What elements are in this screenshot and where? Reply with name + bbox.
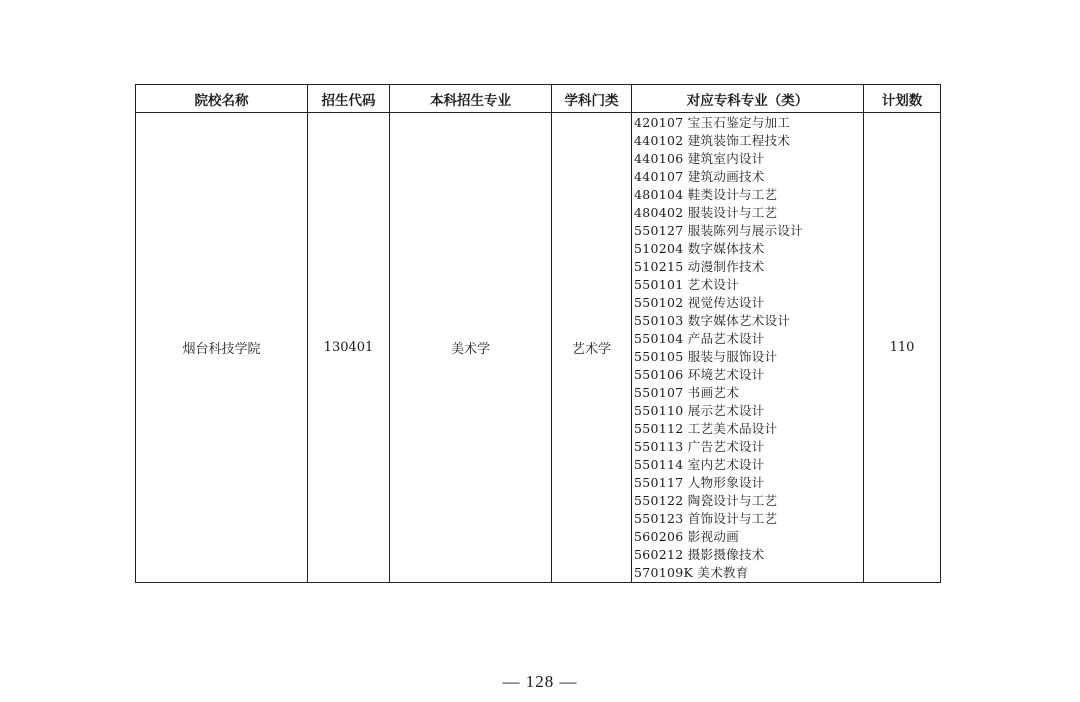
header-major: 本科招生专业	[390, 85, 552, 113]
cell-major: 美术学	[390, 113, 552, 583]
header-vocational-majors: 对应专科专业（类）	[632, 85, 864, 113]
header-code: 招生代码	[308, 85, 390, 113]
vocational-major-item: 550123 首饰设计与工艺	[634, 511, 778, 526]
cell-plan: 110	[864, 113, 941, 583]
vocational-major-item: 550103 数字媒体艺术设计	[634, 313, 791, 328]
vocational-major-item: 550107 书画艺术	[634, 385, 739, 400]
enrollment-table	[135, 84, 941, 583]
vocational-major-item: 570109K 美术教育	[634, 565, 749, 580]
vocational-major-item: 560212 摄影摄像技术	[634, 547, 765, 562]
vocational-major-item: 550113 广告艺术设计	[634, 439, 765, 454]
vocational-major-item: 510215 动漫制作技术	[634, 259, 765, 274]
vocational-major-item: 440107 建筑动画技术	[634, 169, 765, 184]
vocational-major-item: 550104 产品艺术设计	[634, 331, 765, 346]
table-header-row	[136, 85, 941, 113]
vocational-major-item: 550114 室内艺术设计	[634, 457, 765, 472]
cell-category: 艺术学	[552, 113, 632, 583]
vocational-major-item: 480402 服装设计与工艺	[634, 205, 778, 220]
cell-vocational-majors	[632, 113, 864, 583]
vocational-major-item: 550102 视觉传达设计	[634, 295, 765, 310]
vocational-major-item: 440102 建筑装饰工程技术	[634, 133, 791, 148]
vocational-major-item: 510204 数字媒体技术	[634, 241, 765, 256]
vocational-major-item: 420107 宝玉石鉴定与加工	[634, 115, 791, 130]
page-number: — 128 —	[502, 672, 578, 691]
vocational-major-item: 550112 工艺美术品设计	[634, 421, 778, 436]
vocational-major-item: 550117 人物形象设计	[634, 475, 765, 490]
vocational-major-item: 550101 艺术设计	[634, 277, 739, 292]
vocational-major-item: 550122 陶瓷设计与工艺	[634, 493, 778, 508]
cell-code: 130401	[308, 113, 390, 583]
vocational-major-item: 550106 环境艺术设计	[634, 367, 765, 382]
enrollment-table-container	[135, 84, 940, 583]
header-category: 学科门类	[552, 85, 632, 113]
vocational-major-item: 550105 服装与服饰设计	[634, 349, 778, 364]
vocational-major-item: 440106 建筑室内设计	[634, 151, 765, 166]
vocational-major-item: 550110 展示艺术设计	[634, 403, 765, 418]
cell-school: 烟台科技学院	[136, 113, 308, 583]
header-plan: 计划数	[864, 85, 941, 113]
table-row	[136, 113, 941, 583]
vocational-major-item: 480104 鞋类设计与工艺	[634, 187, 778, 202]
vocational-major-item: 560206 影视动画	[634, 529, 739, 544]
header-school: 院校名称	[136, 85, 308, 113]
vocational-major-item: 550127 服装陈列与展示设计	[634, 223, 803, 238]
